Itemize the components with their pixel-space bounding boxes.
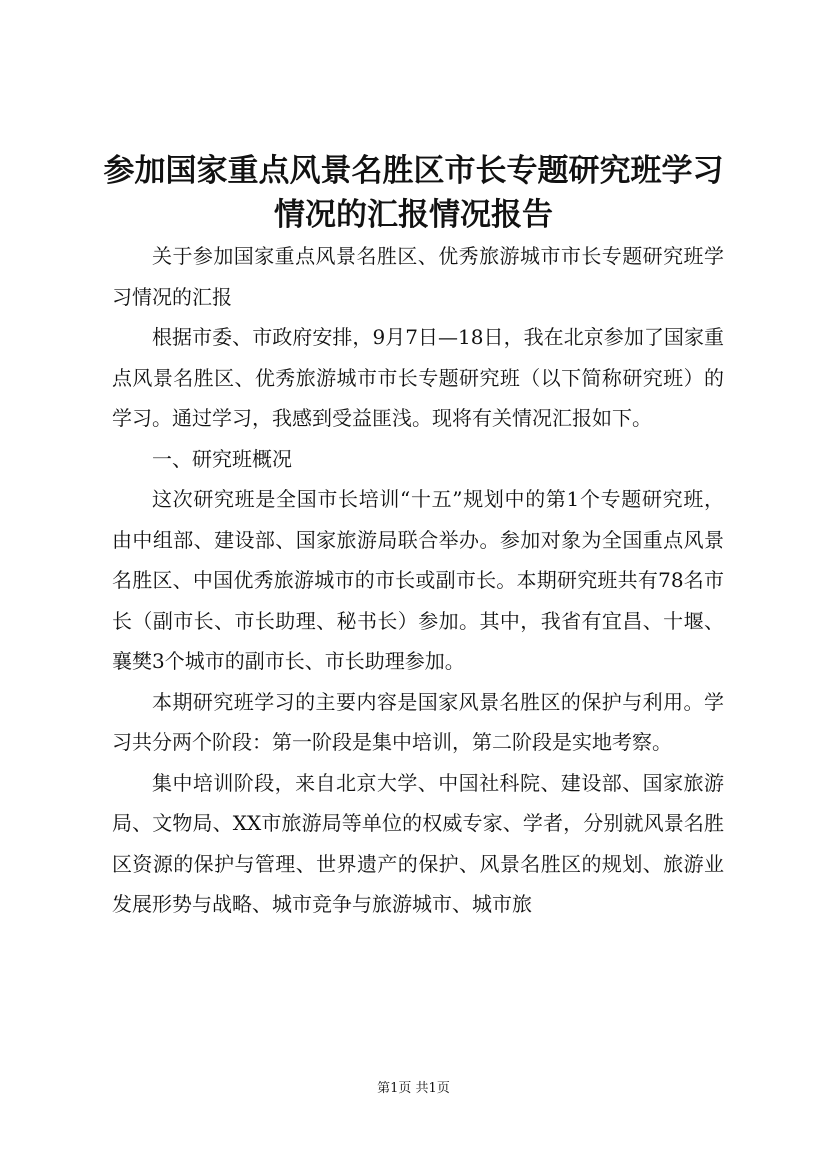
document-title-line-1: 参加国家重点风景名胜区市长专题研究班学习 xyxy=(103,153,724,189)
document-title-line-2: 情况的汇报情况报告 xyxy=(274,197,553,233)
page-number-footer: 第1页 共1页 xyxy=(377,1081,450,1096)
paragraph-training: 集中培训阶段，来自北京大学、中国社科院、建设部、国家旅游局、文物局、XX市旅游局等单位的权威专家、学者，分别就风景名胜区资源的保护与管理、世界遗产的保护、风景名胜区的规划、旅游业发展形势与战略、城市竞争与旅游城市、城市旅 xyxy=(112,770,724,916)
paragraph-intro: 根据市委、市政府安排，9月7日—18日，我在北京参加了国家重点风景名胜区、优秀旅游城市市长专题研究班（以下简称研究班）的学习。通过学习，我感到受益匪浅。现将有关情况汇报如下。 xyxy=(112,325,724,430)
paragraph-content: 本期研究班学习的主要内容是国家风景名胜区的保护与利用。学习共分两个阶段：第一阶段是集中培训，第二阶段是实地考察。 xyxy=(112,689,724,754)
document-body xyxy=(112,236,724,925)
paragraph-overview: 这次研究班是全国市长培训“十五”规划中的第1个专题研究班，由中组部、建设部、国家旅游局联合举办。参加对象为全国重点风景名胜区、中国优秀旅游城市的市长或副市长。本期研究班共有78名市长（副市长、市长助理、秘书长）参加。其中，我省有宜昌、十堰、襄樊3个城市的副市长、市长助理参加。 xyxy=(112,487,724,673)
paragraph-heading-report: 关于参加国家重点风景名胜区、优秀旅游城市市长专题研究班学习情况的汇报 xyxy=(112,244,724,309)
section-heading-overview: 一、研究班概况 xyxy=(152,446,292,471)
